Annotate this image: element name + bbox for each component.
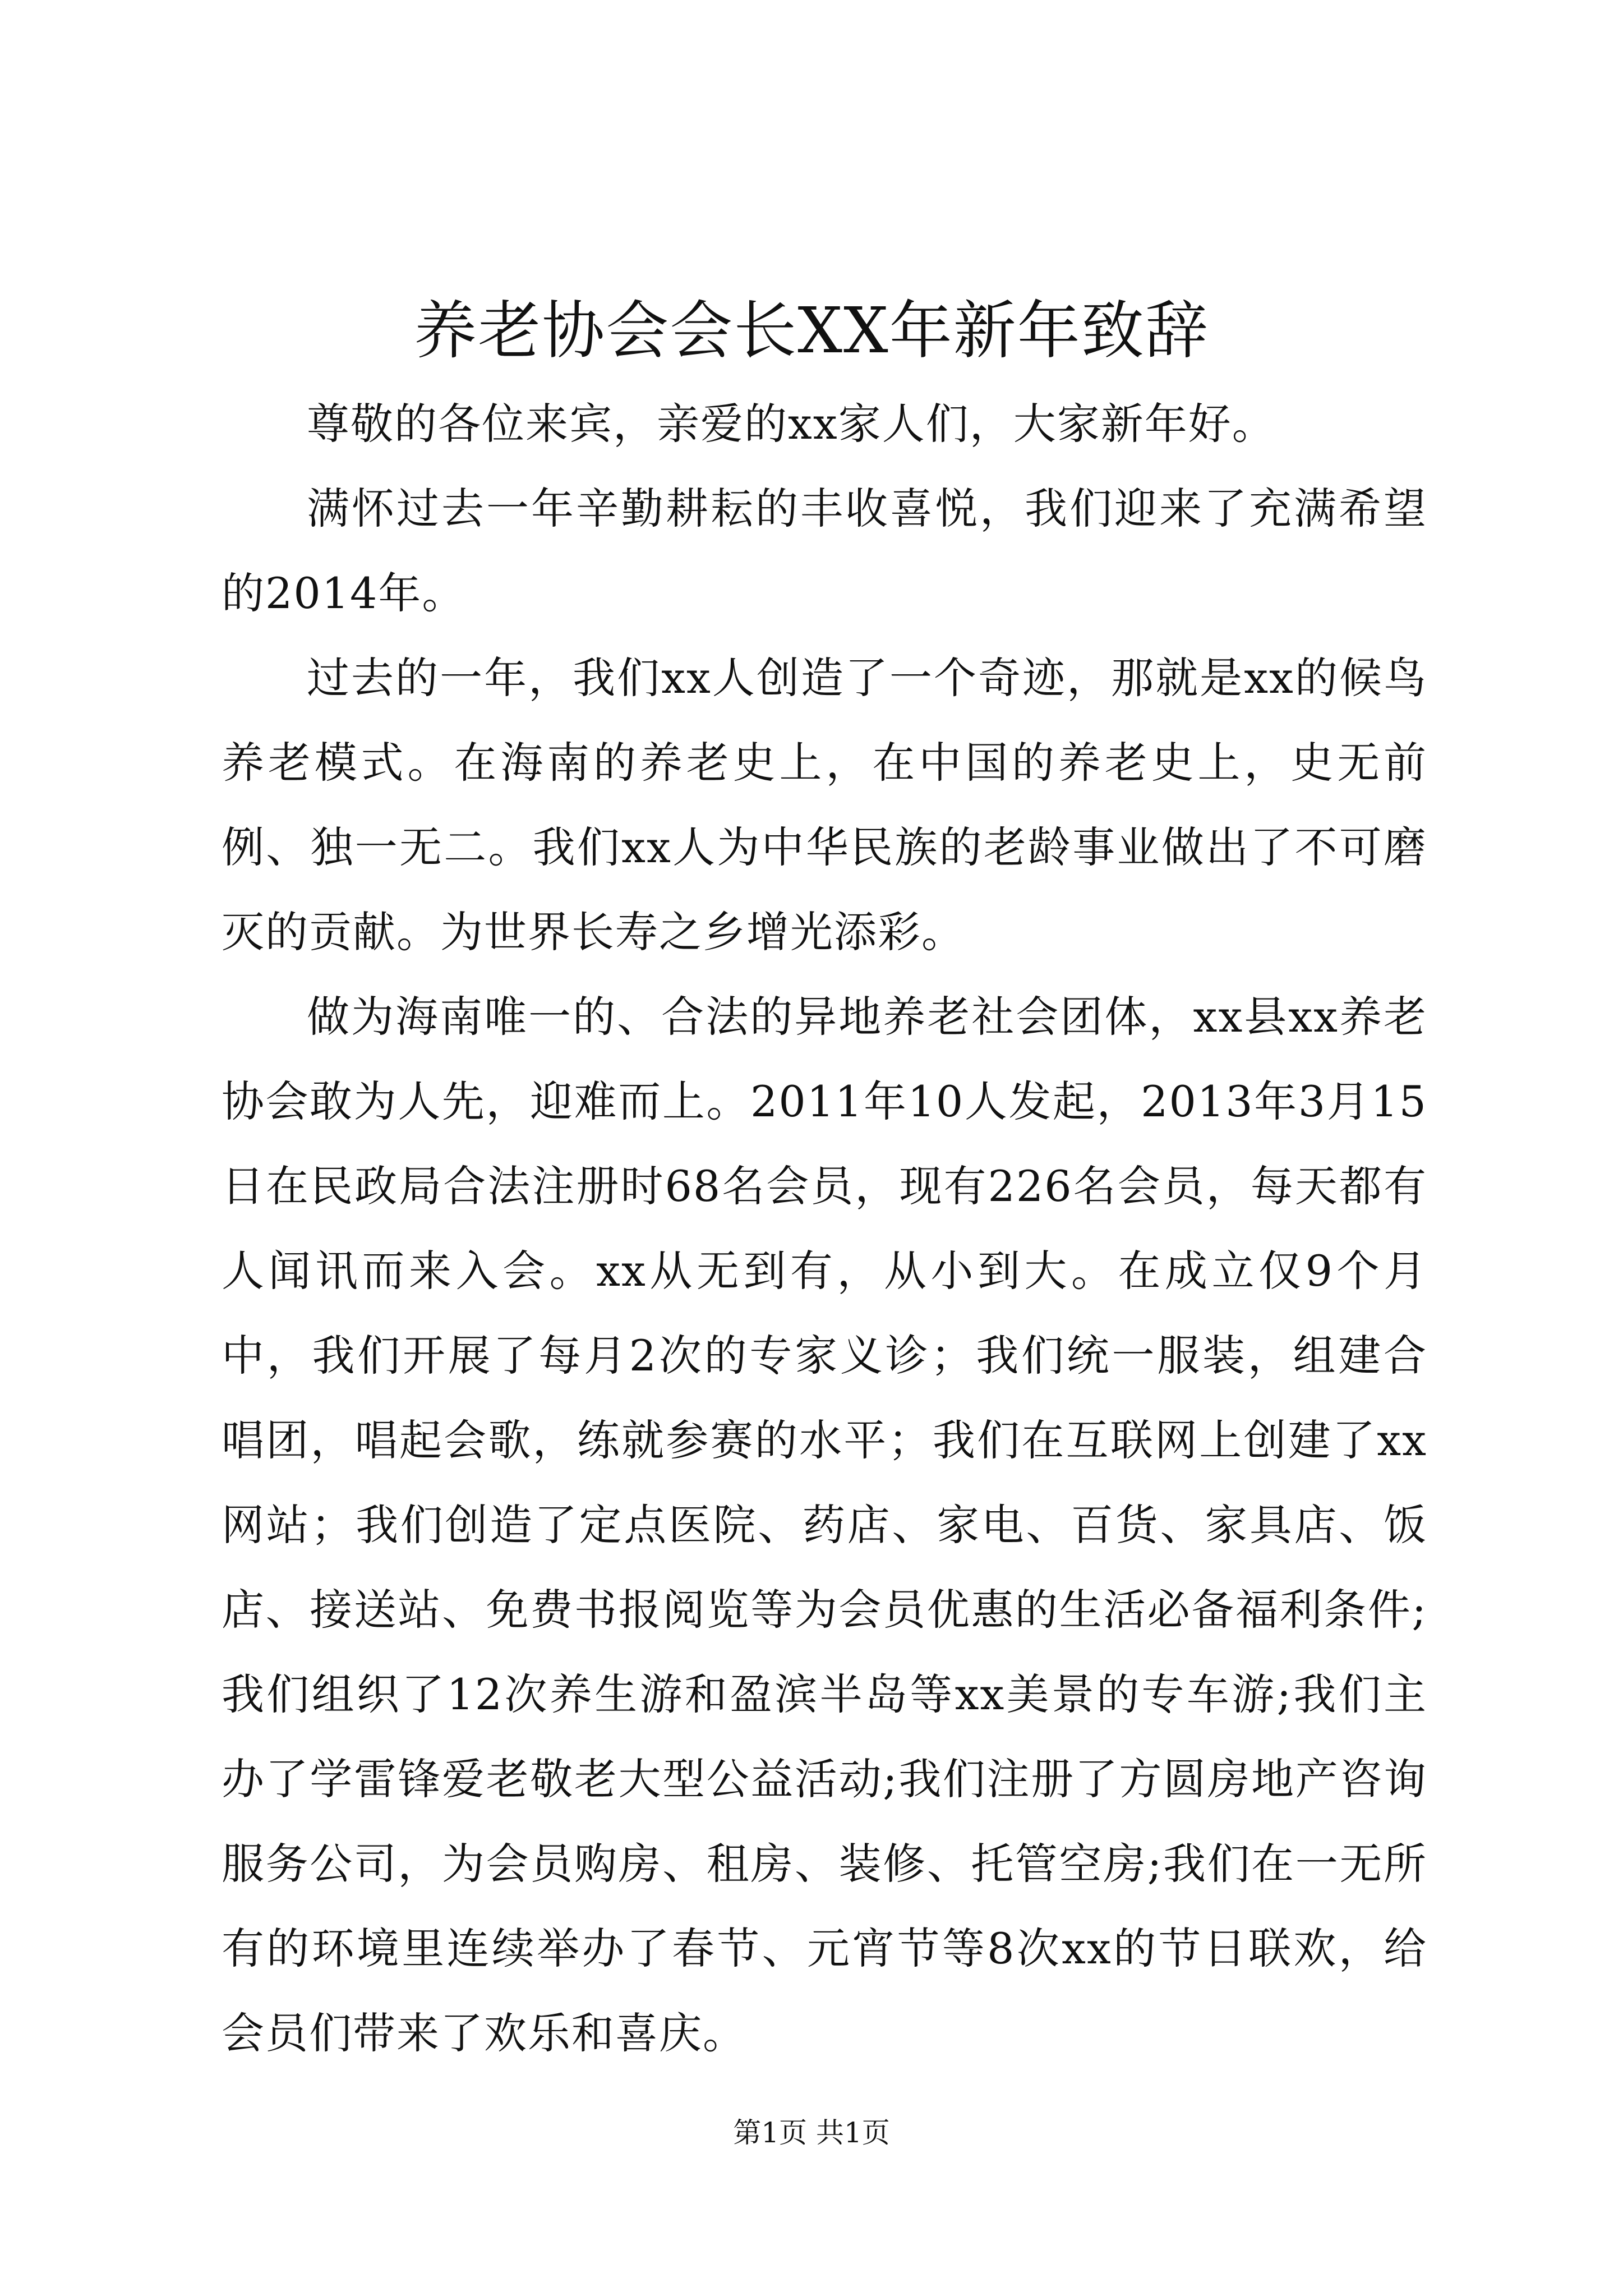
paragraph-greeting: 尊敬的各位来宾，亲爱的xx家人们，大家新年好。 bbox=[307, 399, 1276, 449]
paragraph-achievements: 做为海南唯一的、合法的异地养老社会团体，xx县xx养老协会敢为人先，迎难而上。2011年10人发起，2013年3月15日在民政局合法注册时68名会员，现有226名会员，每天都有人闻讯而来入会。xx从无到有，从小到大。在成立仅9个月中，我们开展了每月2次的专家义诊；我们统一服装，组建合唱团，唱起会歌，练就参赛的水平；我们在互联网上创建了xx网站；我们创造了定点医院、药店、家电、百货、家具店、饭店、接送站、免费书报阅览等为会员优惠的生活必备福利条件;我们组织了12次养生游和盈滨半岛等xx美景的专车游;我们主办了学雷锋爱老敬老大型公益活动;我们注册了方圆房地产咨询服务公司，为会员购房、租房、装修、托管空房;我们在一无所有的环境里连续举办了春节、元宵节等8次xx的节日联欢，给会员们带来了欢乐和喜庆。 bbox=[222, 992, 1427, 2058]
document-title: 养老协会会长XX年新年致辞 bbox=[414, 295, 1209, 367]
paragraph-past-year: 过去的一年，我们xx人创造了一个奇迹，那就是xx的候鸟养老模式。在海南的养老史上，在中国的养老史上，史无前例、独一无二。我们xx人为中华民族的老龄事业做出了不可磨灭的贡献。为世界长寿之乡增光添彩。 bbox=[222, 653, 1427, 957]
page-footer: 第1页 共1页 bbox=[733, 2116, 890, 2149]
document-body bbox=[222, 381, 1427, 2076]
paragraph-new-year: 满怀过去一年辛勤耕耘的丰收喜悦，我们迎来了充满希望的2014年。 bbox=[222, 484, 1427, 618]
